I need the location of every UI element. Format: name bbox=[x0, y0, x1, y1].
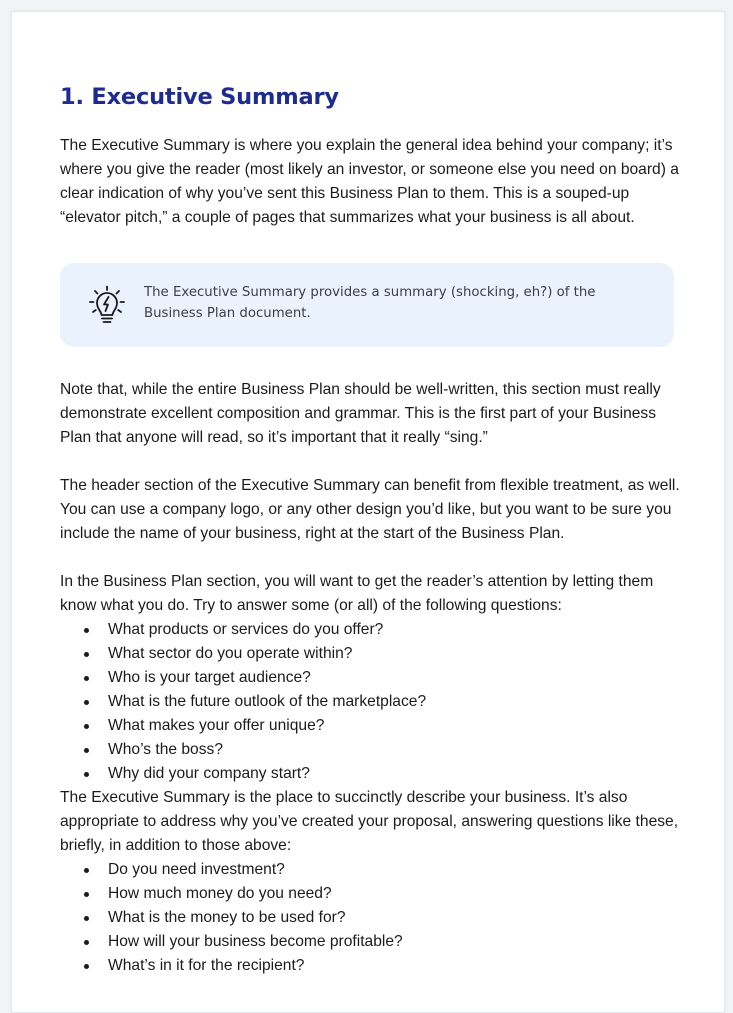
list-item: Who’s the boss? bbox=[60, 738, 682, 762]
tip-callout bbox=[60, 263, 674, 347]
proposal-paragraph: The Executive Summary is the place to succinctly describe your business. It’s also appropriate to address why you’ve created your proposal, answering questions like these, briefly, in addition to those above: bbox=[60, 789, 679, 854]
proposal-questions-list bbox=[60, 858, 682, 978]
list-item: Why did your company start? bbox=[60, 762, 682, 786]
list-item: What’s in it for the recipient? bbox=[60, 954, 682, 978]
list-item: How much money do you need? bbox=[60, 882, 682, 906]
intro-paragraph: The Executive Summary is where you explain the general idea behind your company; it’s where you give the reader (most likely an investor, or someone else you need on board) a clear indication of why you’ve sent this Business Plan to them. This is a souped-up “elevator pitch,” a couple of pages that summarizes what your business is all about. bbox=[60, 137, 679, 226]
list-item: What makes your offer unique? bbox=[60, 714, 682, 738]
questions-intro-paragraph: In the Business Plan section, you will want to get the reader’s attention by letting them know what you do. Try to answer some (or all) of the following questions: bbox=[60, 573, 654, 614]
section-heading: 1. Executive Summary bbox=[60, 84, 339, 110]
business-questions-list bbox=[60, 618, 682, 786]
list-item: What sector do you operate within? bbox=[60, 642, 682, 666]
composition-paragraph: Note that, while the entire Business Plan should be well-written, this section must really demonstrate excellent composition and grammar. This is the first part of your Business Plan that anyone will read, so it’s important that it really “sing.” bbox=[60, 381, 661, 446]
list-item: Who is your target audience? bbox=[60, 666, 682, 690]
list-item: Do you need investment? bbox=[60, 858, 682, 882]
document-page bbox=[11, 11, 725, 1013]
page-content bbox=[60, 81, 682, 978]
list-item: What is the money to be used for? bbox=[60, 906, 682, 930]
lightbulb-icon bbox=[87, 285, 127, 327]
list-item: What is the future outlook of the marketplace? bbox=[60, 690, 682, 714]
list-item: How will your business become profitable? bbox=[60, 930, 682, 954]
header-paragraph: The header section of the Executive Summary can benefit from flexible treatment, as well. You can use a company logo, or any other design you’d like, but you want to be sure you include the name of your business, right at the start of the Business Plan. bbox=[60, 477, 680, 542]
tip-text: The Executive Summary provides a summary (shocking, eh?) of the Business Plan document. bbox=[144, 285, 596, 321]
list-item: What products or services do you offer? bbox=[60, 618, 682, 642]
